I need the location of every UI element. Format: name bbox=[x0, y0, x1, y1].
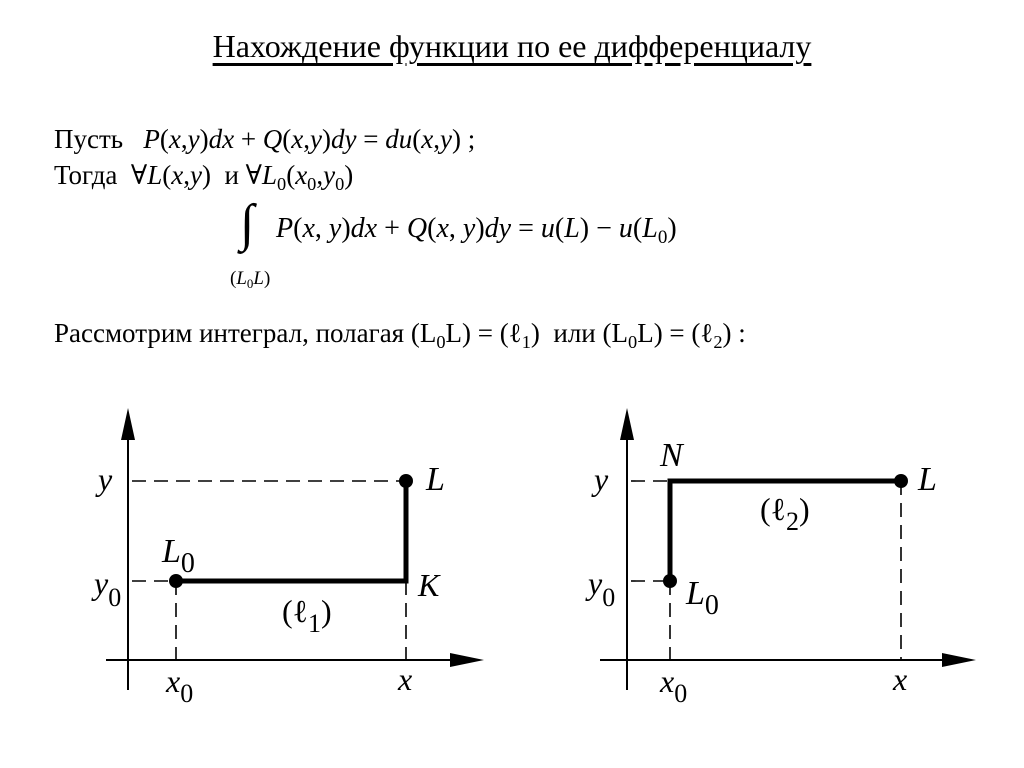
right-L-label: L bbox=[918, 461, 937, 498]
left-L0-label: $L_0$ bbox=[162, 533, 195, 579]
left-y-arrow bbox=[121, 408, 135, 440]
right-x-arrow bbox=[942, 653, 976, 667]
left-path-label: (ℓ$_1$) bbox=[282, 593, 332, 638]
formula-line-then: Тогда ∀L(x,y) и $\forall L_0(x_0,y_0)$ bbox=[54, 160, 354, 194]
right-point-L0 bbox=[663, 574, 677, 588]
right-y0-label: $y_0$ bbox=[588, 565, 616, 612]
consider-line: Рассмотрим интеграл, полагая $(L_0L)$ = (ℓ$_1$) или $(L_0L)$ = (ℓ$_2$) : bbox=[54, 318, 746, 352]
diagram-left bbox=[91, 408, 484, 708]
then-word: Тогда bbox=[54, 160, 118, 190]
right-y-arrow bbox=[620, 408, 634, 440]
integral-expression: P(x, y)dx + Q(x, $y)dy = u(L) - u(L_0)$ bbox=[276, 213, 677, 249]
integral-sign: ∫ bbox=[240, 195, 255, 252]
right-point-L bbox=[894, 474, 908, 488]
left-y-label: y bbox=[98, 461, 113, 497]
diagram-right bbox=[585, 408, 976, 708]
right-N-label: N bbox=[660, 437, 683, 474]
left-y0-label: $y_0$ bbox=[94, 565, 122, 612]
right-x0-label: $x_0$ bbox=[660, 663, 688, 708]
left-L-label: L bbox=[426, 461, 445, 498]
left-x-arrow bbox=[450, 653, 484, 667]
integral-limit: $(L_0L)$ bbox=[230, 268, 271, 292]
right-L0-label: $L_0$ bbox=[686, 575, 719, 621]
let-word: Пусть bbox=[54, 124, 124, 154]
left-x0-label: $x_0$ bbox=[166, 663, 194, 708]
formula-line-let: Пусть P(x,y)dx + Q(x,y)dy = du(x,y) ; bbox=[54, 124, 476, 154]
left-K-label: K bbox=[418, 567, 440, 603]
left-point-L bbox=[399, 474, 413, 488]
right-x-label: x bbox=[893, 661, 908, 697]
page-title: Нахождение функции по ее дифференциалу bbox=[212, 28, 812, 64]
left-x-label: x bbox=[398, 661, 413, 697]
path-l1 bbox=[176, 481, 406, 581]
right-path-label: (ℓ$_2$) bbox=[760, 491, 810, 536]
right-y-label: y bbox=[594, 461, 609, 497]
